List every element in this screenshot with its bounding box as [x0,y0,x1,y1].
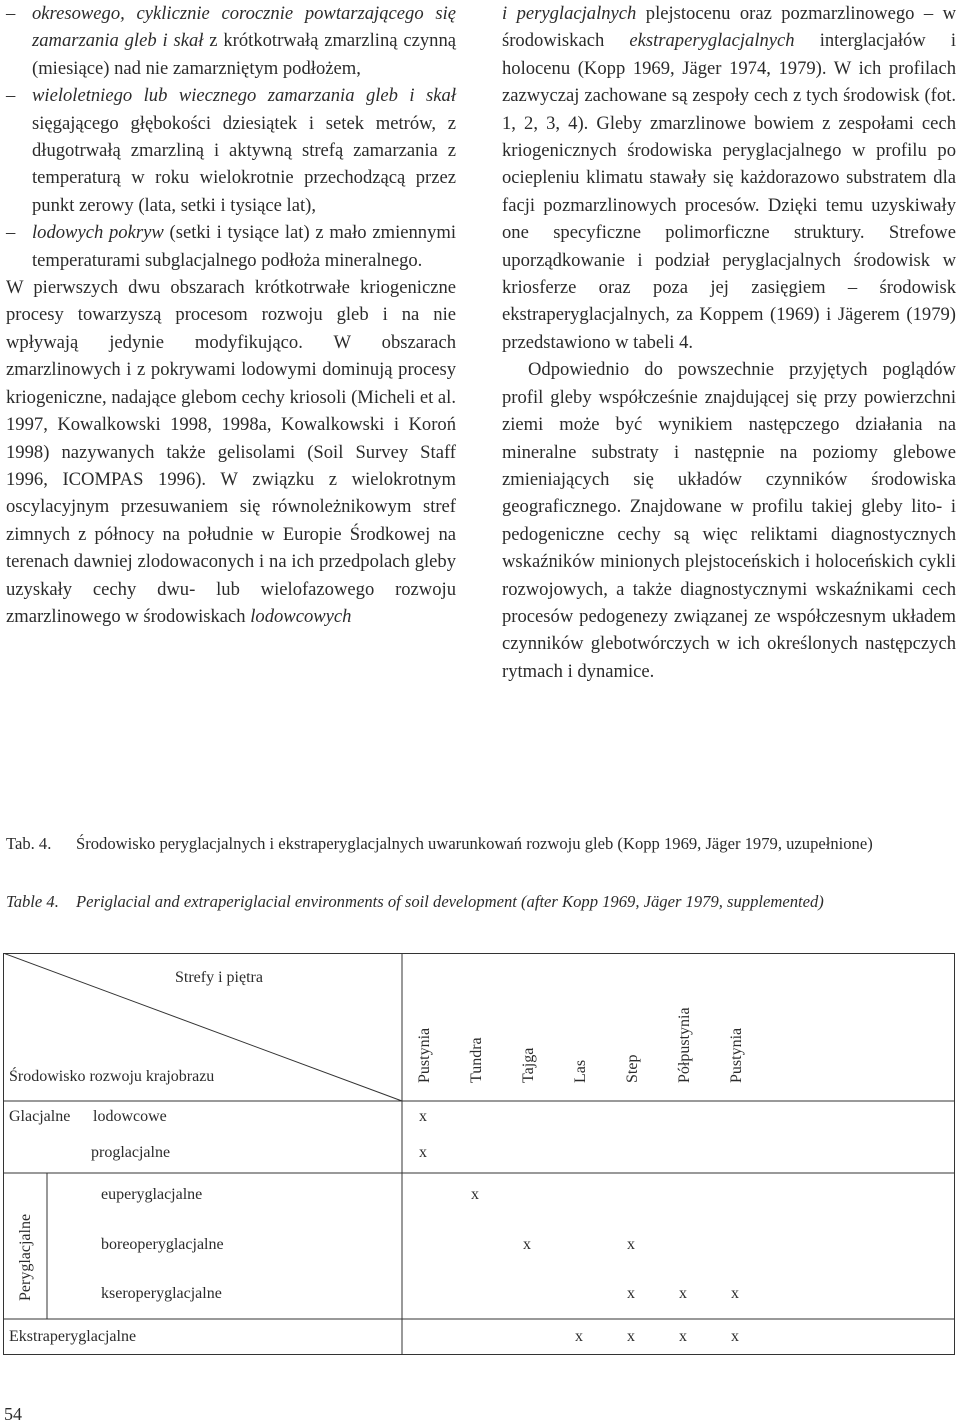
row-label: proglacjalne [91,1144,171,1161]
list-item [6,82,456,219]
list-item [6,219,456,274]
table-cell-mark: x [627,1236,635,1253]
column-header-desert: Pustynia [416,1027,433,1083]
group-periglacial: Peryglacjalne [17,1213,34,1301]
right-column [502,0,956,685]
row-label: Ekstraperyglacjalne [9,1328,137,1345]
column-header-taiga: Tajga [520,1047,537,1083]
list-dash: – [6,222,16,244]
row-label: kseroperyglacjalne [101,1285,222,1302]
table-cell-mark: x [471,1186,479,1203]
group-glacial: Glacjalne [9,1108,71,1125]
column-header-semidesert: Półpustynia [676,1007,693,1083]
column-header-desert-2: Pustynia [728,1027,745,1083]
table-cell-mark: x [419,1108,427,1125]
left-column [6,0,456,630]
row-label: euperyglacjalne [101,1186,203,1203]
list-dash: – [6,85,16,107]
list-text: z krótkotrwałą zmarzliną czynną (miesiące) nad nie zamarzniętym podłożem, [32,30,456,79]
environment-table [3,953,955,1355]
table-cell-mark: x [731,1285,739,1302]
list-term: okresowego, cyklicznie corocznie powtarzającego się zamarzania gleb i skał [32,3,456,52]
caption-label: Tab. 4. [6,834,52,853]
table-caption-en [6,890,956,913]
caption-text: Periglacial and extraperiglacial environments of soil development (after Kopp 1969, Jäger 1979, supplemented) [76,892,824,911]
body-paragraph: i peryglacjalnych plejstocenu oraz pozmarzlinowego – w środowiskach ekstraperyglacjalnych interglacjałów i holocenu (Kopp 1969, Jäger 1974, 1979). W ich profilach zazwyczaj zachowane są zespoły cech z tych środowisk (fot. 1, 2, 3, 4). Gleby zmarzlinowe bowiem z zespołami cech kriogenicznych środowiska peryglacjalnego w profilu po ociepleniu klimatu stawały się każdorazowo substratem dla facji pozmarzlinowych procesów. Dzięki temu uzyskiwały one specyficzne polimorficzne struktury. Strefowe uporządkowanie i podział peryglacjalnych środowisk w kriosferze oraz poza jej zasięgiem – środowisk ekstraperyglacjalnych, za Koppem (1969) i Jägerem (1979) przedstawiono w tabeli 4. [502,3,956,353]
table-cell-mark: x [627,1328,635,1345]
page-number: 54 [4,1404,22,1424]
table-cell-mark: x [679,1285,687,1302]
row-label: lodowcowe [93,1108,167,1125]
body-paragraph: Odpowiednio do powszechnie przyjętych poglądów profil gleby współcześnie znajdującej się przy powierzchni ziemi może być wynikiem następczego działania na mineralne substraty i następnie na poziomy glebowe zmieniających się układów czynników środowiska geograficznego. Znajdowane w profilu takiej gleby lito- i pedogeniczne cechy są więc reliktami diagnostycznych wskaźników minionych plejstoceńskich i holoceńskich cykli rozwojowych, a także diagnostycznymi wskaźnikami cech procesów pedogenezy związanej ze współczesnym układem czynników glebotwórczych w ich określonych następczych rytmach i dynamice. [502,359,956,682]
table-cell-mark: x [575,1328,583,1345]
column-header-steppe: Step [624,1054,641,1083]
list-item [6,0,456,82]
table-cell-mark: x [419,1144,427,1161]
body-paragraph: W pierwszych dwu obszarach krótkotrwałe kriogeniczne procesy towarzyszą procesom rozwoju gleb i na nie wpływają jedynie modyfikująco. W obszarach zmarzlinowych i z pokrywami lodowymi dominują procesy kriogeniczne, nadające glebom cechy kriosoli (Micheli et al. 1997, Kowalkowski 1998, 1998a, Kowalkowski i Koroń 1998) nazywanych także gelisolami (Soil Survey Staff 1996, ICOMPAS 1996). W związku z wielokrotnym oscylacyjnym przesuwaniem się równoleżnikowym stref zimnych z północy na południe w Europie Środkowej na terenach dawniej zlodowaconych i na ich przedpolach gleby uzyskały cechy dwu- lub wielofazowego rozwoju zmarzlinowego w środowiskach lodowcowych [6,277,456,627]
table-cell-mark: x [627,1285,635,1302]
column-header-forest: Las [572,1059,589,1083]
table-cell-mark: x [679,1328,687,1345]
header-environment: Środowisko rozwoju krajobrazu [9,1068,215,1085]
caption-text: Środowisko peryglacjalnych i ekstraperyglacjalnych uwarunkowań rozwoju gleb (Kopp 1969, Jäger 1979, uzupełnione) [76,834,873,853]
list-term: lodowych pokryw [32,222,164,244]
caption-label: Table 4. [6,892,59,911]
header-zones: Strefy i piętra [175,969,263,986]
list-text: (setki i tysiące lat) z mało zmiennymi temperaturami subglacjalnego podłoża mineralnego. [32,222,457,271]
row-label: boreoperyglacjalne [101,1236,224,1253]
table-cell-mark: x [731,1328,739,1345]
table-cell-mark: x [523,1236,531,1253]
list-text: sięgającego głębokości dziesiątek i setek metrów, z długotrwałą zmarzliną i aktywną strefą zamarzania z temperaturą w roku wielokrotnie przechodzącą przez punkt zerowy (lata, setki i tysiące lat), [32,112,456,216]
list-dash: – [6,3,16,24]
table-caption-pl [6,832,956,855]
column-header-tundra: Tundra [468,1037,485,1083]
list-term: wieloletniego lub wiecznego zamarzania gleb i skał [32,85,456,107]
